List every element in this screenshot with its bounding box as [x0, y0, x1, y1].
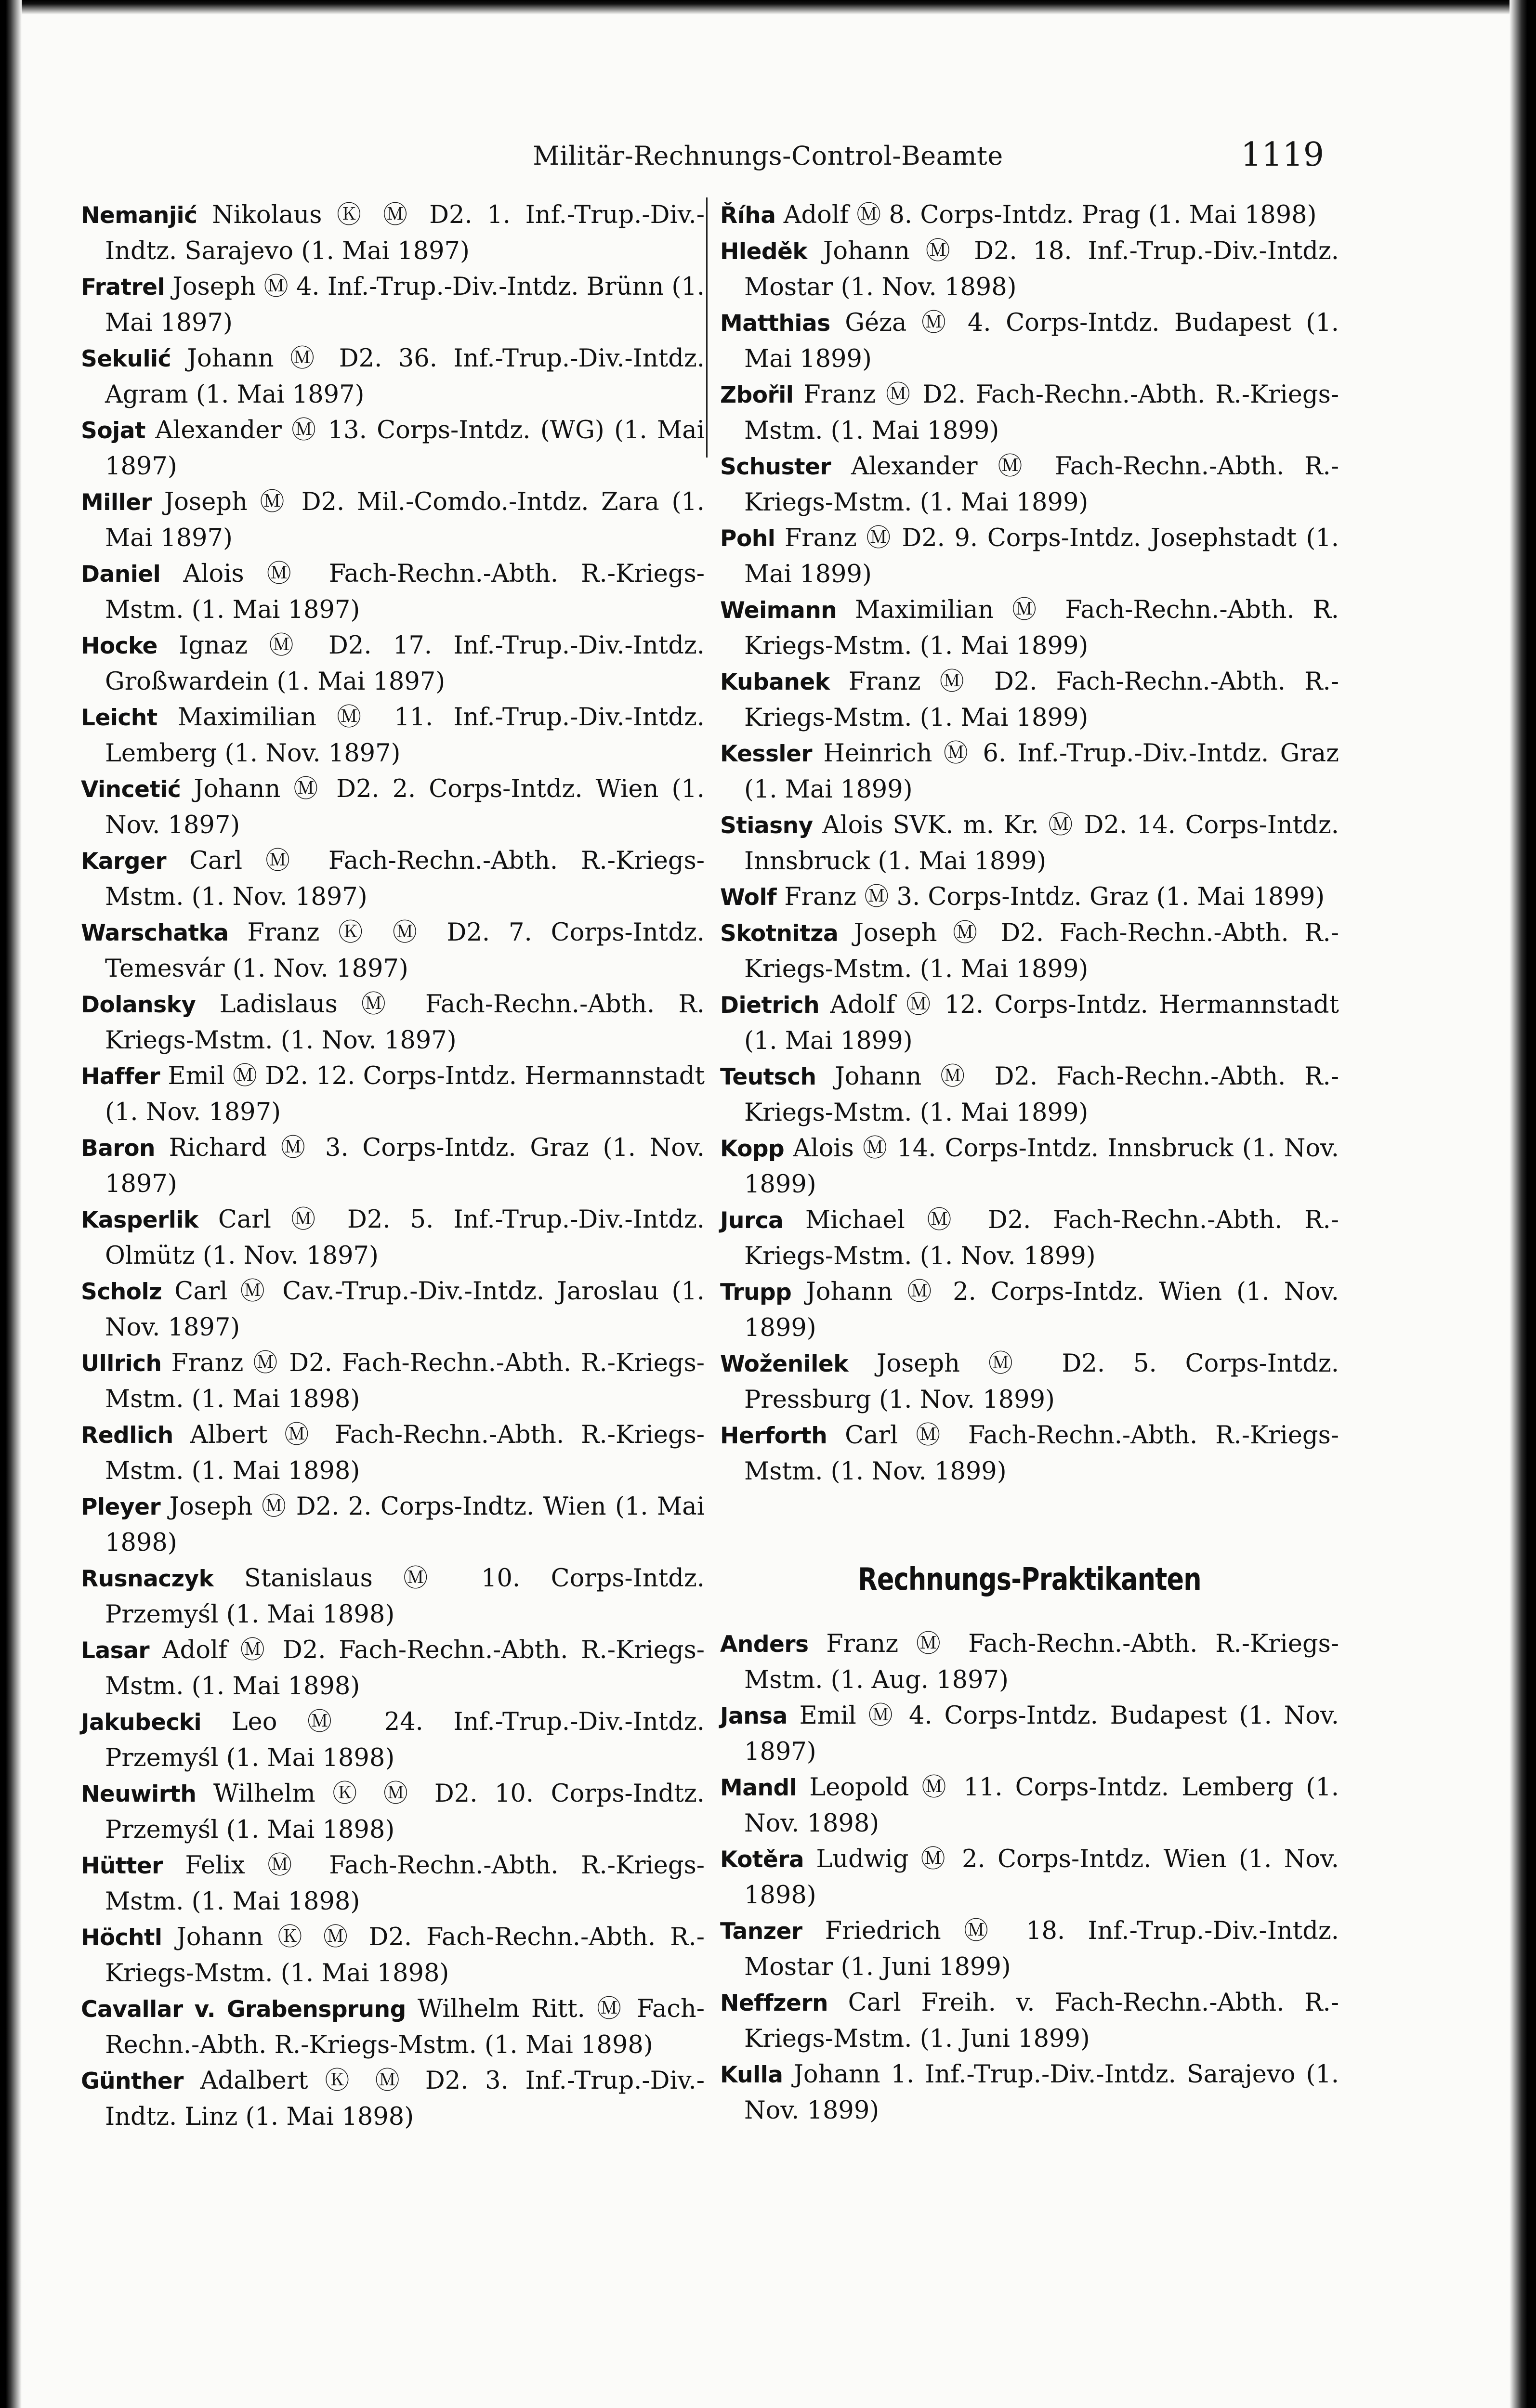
entry-surname: Höchtl	[81, 1924, 162, 1951]
list-item	[81, 772, 705, 843]
list-item	[720, 1059, 1339, 1131]
entry-details: Franz Ⓜ D2. 9. Corps-Intdz. Josephstadt (1. Mai 1899)	[744, 524, 1339, 589]
list-item	[720, 1913, 1339, 1985]
entry-surname: Stiasny	[720, 812, 813, 839]
entry-details: Johann Ⓜ D2. Fach-Rechn.-Abth. R.-Kriegs-Mstm. (1. Mai 1899)	[744, 1062, 1339, 1127]
list-item	[81, 843, 705, 915]
entry-details: Joseph Ⓜ D2. Mil.-Comdo.-Intdz. Zara (1. Mai 1897)	[105, 488, 705, 552]
entry-surname: Matthias	[720, 310, 830, 337]
entry-surname: Karger	[81, 848, 167, 875]
entry-surname: Leicht	[81, 705, 158, 731]
entry-details: Johann Ⓜ 2. Corps-Intdz. Wien (1. Nov. 1899)	[744, 1278, 1339, 1342]
entry-surname: Hocke	[81, 633, 158, 659]
entry-surname: Kulla	[720, 2062, 783, 2088]
entry-details: Johann Ⓜ D2. 2. Corps-Intdz. Wien (1. Nov. 1897)	[105, 775, 705, 839]
entry-surname: Haffer	[81, 1063, 160, 1090]
list-item	[81, 341, 705, 413]
entry-surname: Redlich	[81, 1422, 173, 1449]
entry-surname: Neuwirth	[81, 1781, 197, 1807]
entry-details: Géza Ⓜ 4. Corps-Intdz. Budapest (1. Mai 1899)	[744, 309, 1339, 373]
list-item	[720, 1418, 1339, 1490]
entry-details: Johann 1. Inf.-Trup.-Div.-Intdz. Sarajevo (1. Nov. 1899)	[744, 2060, 1339, 2125]
entry-details: Adolf Ⓜ 8. Corps-Intdz. Prag (1. Mai 1898)	[775, 201, 1317, 229]
entry-surname: Dietrich	[720, 992, 820, 1019]
scan-left-edge	[0, 0, 22, 2408]
list-item	[81, 987, 705, 1059]
scan-right-edge	[1510, 0, 1536, 2408]
entry-surname: Scholz	[81, 1279, 162, 1305]
entry-surname: Tanzer	[720, 1918, 802, 1945]
scan-top-edge	[0, 0, 1536, 14]
running-head	[0, 136, 1536, 179]
entry-surname: Miller	[81, 489, 152, 516]
entry-details: Franz Ⓜ Fach-Rechn.-Abth. R.-Kriegs-Mstm. (1. Aug. 1897)	[744, 1630, 1339, 1694]
list-item	[81, 1776, 705, 1848]
entry-surname: Hleděk	[720, 238, 808, 265]
entry-details: Joseph Ⓜ 4. Inf.-Trup.-Div.-Intdz. Brünn (1. Mai 1897)	[105, 273, 705, 337]
list-item	[720, 1131, 1339, 1203]
list-item	[720, 987, 1339, 1059]
entry-details: Alois Ⓜ Fach-Rechn.-Abth. R.-Kriegs-Mstm. (1. Mai 1897)	[105, 560, 705, 624]
entry-details: Carl Ⓜ D2. 5. Inf.-Trup.-Div.-Intdz. Olmütz (1. Nov. 1897)	[105, 1205, 705, 1270]
entry-surname: Pohl	[720, 525, 775, 552]
entry-details: Adolf Ⓜ D2. Fach-Rechn.-Abth. R.-Kriegs-Mstm. (1. Mai 1898)	[105, 1636, 705, 1701]
entry-details: Wilhelm Ritt. Ⓜ Fach-Rechn.-Abth. R.-Kriegs-Mstm. (1. Mai 1898)	[105, 1995, 705, 2059]
list-item	[720, 808, 1339, 879]
page-number: 1119	[1240, 136, 1324, 174]
entry-details: Heinrich Ⓜ 6. Inf.-Trup.-Div.-Intdz. Graz (1. Mai 1899)	[744, 739, 1339, 804]
entry-details: Stanislaus Ⓜ 10. Corps-Intdz. Przemyśl (1. Mai 1898)	[105, 1564, 705, 1629]
list-item	[720, 377, 1339, 449]
entry-surname: Jansa	[720, 1703, 788, 1729]
entry-surname: Nemanjić	[81, 202, 197, 229]
list-item	[720, 592, 1339, 664]
entry-details: Franz Ⓜ D2. Fach-Rechn.-Abth. R.-Kriegs-Mstm. (1. Mai 1899)	[744, 667, 1339, 732]
entry-surname: Skotnitza	[720, 920, 839, 947]
list-item	[720, 1770, 1339, 1842]
list-item	[81, 1346, 705, 1417]
list-item	[81, 1274, 705, 1346]
entry-details: Alexander Ⓜ Fach-Rechn.-Abth. R.-Kriegs-Mstm. (1. Mai 1899)	[744, 452, 1339, 517]
list-item	[81, 1130, 705, 1202]
section-entries	[720, 1626, 1339, 2129]
entry-details: Albert Ⓜ Fach-Rechn.-Abth. R.-Kriegs-Mstm. (1. Mai 1898)	[105, 1421, 705, 1485]
entry-details: Friedrich Ⓜ 18. Inf.-Trup.-Div.-Intdz. Mostar (1. Juni 1899)	[744, 1917, 1339, 1981]
entry-surname: Kopp	[720, 1136, 785, 1162]
entry-details: Michael Ⓜ D2. Fach-Rechn.-Abth. R.-Kriegs-Mstm. (1. Nov. 1899)	[744, 1206, 1339, 1270]
entry-surname: Říha	[720, 202, 776, 229]
entry-surname: Anders	[720, 1631, 809, 1658]
entry-details: Emil Ⓜ D2. 12. Corps-Intdz. Hermannstadt (1. Nov. 1897)	[105, 1062, 705, 1126]
list-item	[720, 664, 1339, 736]
list-item	[81, 484, 705, 556]
entry-surname: Neffzern	[720, 1990, 828, 2016]
entry-details: Ladislaus Ⓜ Fach-Rechn.-Abth. R. Kriegs-Mstm. (1. Nov. 1897)	[105, 990, 705, 1055]
entry-surname: Sekulić	[81, 346, 171, 372]
left-column	[81, 197, 705, 2135]
entry-details: Franz Ⓚ Ⓜ D2. 7. Corps-Intdz. Temesvár (1. Nov. 1897)	[105, 918, 705, 983]
list-item	[720, 1842, 1339, 1913]
list-item	[81, 1059, 705, 1130]
entry-surname: Jurca	[720, 1207, 784, 1234]
list-item	[720, 1346, 1339, 1418]
entry-details: Alois Ⓜ 14. Corps-Intdz. Innsbruck (1. Nov. 1899)	[744, 1134, 1339, 1199]
entry-details: Leopold Ⓜ 11. Corps-Intdz. Lemberg (1. Nov. 1898)	[744, 1773, 1339, 1838]
list-item	[81, 197, 705, 269]
entry-surname: Jakubecki	[81, 1709, 202, 1736]
entry-surname: Sojat	[81, 418, 145, 444]
entry-details: Felix Ⓜ Fach-Rechn.-Abth. R.-Kriegs-Mstm. (1. Mai 1898)	[105, 1851, 705, 1916]
list-item	[720, 234, 1339, 305]
entry-surname: Cavallar v. Grabensprung	[81, 1996, 406, 2023]
entry-surname: Ullrich	[81, 1350, 162, 1377]
list-item	[81, 1848, 705, 1920]
entry-details: Carl Ⓜ Cav.-Trup.-Div.-Intdz. Jaroslau (1. Nov. 1897)	[105, 1277, 705, 1342]
entry-details: Joseph Ⓜ D2. Fach-Rechn.-Abth. R.-Kriegs-Mstm. (1. Mai 1899)	[744, 919, 1339, 983]
entry-surname: Kotěra	[720, 1846, 804, 1873]
entry-surname: Woženilek	[720, 1351, 849, 1377]
entry-details: Joseph Ⓜ D2. 2. Corps-Indtz. Wien (1. Mai 1898)	[105, 1492, 705, 1557]
list-item	[720, 1698, 1339, 1770]
section-heading: Rechnungs-Praktikanten	[858, 1562, 1201, 1597]
entry-details: Alexander Ⓜ 13. Corps-Intdz. (WG) (1. Mai 1897)	[105, 416, 705, 481]
list-item	[81, 700, 705, 772]
entry-surname: Kasperlik	[81, 1207, 198, 1233]
list-item	[720, 1274, 1339, 1346]
entry-details: Franz Ⓜ 3. Corps-Intdz. Graz (1. Mai 1899)	[776, 883, 1325, 911]
list-item	[720, 521, 1339, 592]
entry-details: Carl Ⓜ Fach-Rechn.-Abth. R.-Kriegs-Mstm. (1. Nov. 1899)	[744, 1421, 1339, 1486]
entry-surname: Herforth	[720, 1423, 827, 1449]
list-item	[81, 413, 705, 484]
list-item	[81, 1704, 705, 1776]
list-item	[720, 197, 1339, 234]
list-item	[81, 2063, 705, 2135]
list-item	[81, 1633, 705, 1704]
entry-surname: Weimann	[720, 597, 837, 624]
entry-surname: Dolansky	[81, 992, 196, 1018]
list-item	[81, 915, 705, 987]
entry-details: Johann Ⓚ Ⓜ D2. Fach-Rechn.-Abth. R.-Kriegs-Mstm. (1. Mai 1898)	[105, 1923, 705, 1988]
list-item	[720, 736, 1339, 808]
entry-surname: Daniel	[81, 561, 161, 588]
entry-details: Adolf Ⓜ 12. Corps-Intdz. Hermannstadt (1. Mai 1899)	[744, 991, 1339, 1055]
list-item	[81, 628, 705, 700]
entry-details: Johann Ⓜ D2. 18. Inf.-Trup.-Div.-Intdz. Mostar (1. Nov. 1898)	[744, 237, 1339, 301]
list-item	[720, 916, 1339, 987]
list-item	[720, 1203, 1339, 1274]
entry-surname: Zbořil	[720, 382, 794, 408]
entry-surname: Pleyer	[81, 1494, 161, 1520]
entry-details: Wilhelm Ⓚ Ⓜ D2. 10. Corps-Indtz. Przemyśl (1. Mai 1898)	[105, 1780, 705, 1844]
entry-details: Ludwig Ⓜ 2. Corps-Intdz. Wien (1. Nov. 1898)	[744, 1845, 1339, 1910]
entry-details: Adalbert Ⓚ Ⓜ D2. 3. Inf.-Trup.-Div.-Indtz. Linz (1. Mai 1898)	[105, 2067, 705, 2131]
list-item	[81, 1417, 705, 1489]
entry-surname: Warschatka	[81, 920, 229, 946]
entry-surname: Mandl	[720, 1775, 797, 1801]
list-item	[720, 449, 1339, 521]
entry-surname: Wolf	[720, 884, 777, 911]
entry-surname: Vincetić	[81, 776, 181, 803]
list-item	[720, 1985, 1339, 2057]
list-item	[81, 556, 705, 628]
list-item	[720, 305, 1339, 377]
entry-details: Emil Ⓜ 4. Corps-Intdz. Budapest (1. Nov. 1897)	[744, 1701, 1339, 1766]
entry-surname: Rusnaczyk	[81, 1566, 214, 1592]
entry-details: Maximilian Ⓜ 11. Inf.-Trup.-Div.-Intdz. Lemberg (1. Nov. 1897)	[105, 703, 705, 768]
entry-surname: Teutsch	[720, 1064, 816, 1090]
entry-details: Franz Ⓜ D2. Fach-Rechn.-Abth. R.-Kriegs-Mstm. (1. Mai 1898)	[105, 1349, 705, 1413]
list-item	[81, 1489, 705, 1561]
list-item	[81, 1991, 705, 2063]
entry-details: Carl Ⓜ Fach-Rechn.-Abth. R.-Kriegs-Mstm. (1. Nov. 1897)	[105, 847, 705, 911]
entry-details: Carl Freih. v. Fach-Rechn.-Abth. R.-Kriegs-Mstm. (1. Juni 1899)	[744, 1989, 1339, 2053]
list-item	[81, 1920, 705, 1991]
list-item	[720, 2057, 1339, 2129]
entry-details: Leo Ⓜ 24. Inf.-Trup.-Div.-Intdz. Przemyśl (1. Mai 1898)	[105, 1708, 705, 1772]
column-divider	[706, 197, 708, 458]
entry-surname: Baron	[81, 1135, 155, 1162]
entry-surname: Trupp	[720, 1279, 792, 1306]
entry-details: Alois SVK. m. Kr. Ⓜ D2. 14. Corps-Intdz. Innsbruck (1. Mai 1899)	[744, 811, 1339, 876]
list-item	[81, 1202, 705, 1274]
list-item	[81, 1561, 705, 1633]
entry-surname: Hütter	[81, 1853, 163, 1879]
list-item	[81, 269, 705, 341]
entry-details: Richard Ⓜ 3. Corps-Intdz. Graz (1. Nov. 1897)	[105, 1134, 705, 1198]
entry-details: Franz Ⓜ D2. Fach-Rechn.-Abth. R.-Kriegs-Mstm. (1. Mai 1899)	[744, 380, 1339, 445]
list-item	[720, 1626, 1339, 1698]
entry-details: Maximilian Ⓜ Fach-Rechn.-Abth. R. Kriegs-Mstm. (1. Mai 1899)	[744, 596, 1339, 660]
entry-details: Ignaz Ⓜ D2. 17. Inf.-Trup.-Div.-Intdz. Großwardein (1. Mai 1897)	[105, 631, 705, 696]
list-item	[720, 879, 1339, 916]
entry-surname: Kubanek	[720, 669, 830, 695]
entry-details: Joseph Ⓜ D2. 5. Corps-Intdz. Pressburg (1. Nov. 1899)	[744, 1349, 1339, 1414]
running-title: Militär-Rechnungs-Control-Beamte	[533, 141, 1003, 171]
entry-surname: Schuster	[720, 454, 831, 480]
entry-surname: Lasar	[81, 1637, 150, 1664]
entry-details: Nikolaus Ⓚ Ⓜ D2. 1. Inf.-Trup.-Div.-Indtz. Sarajevo (1. Mai 1897)	[105, 201, 705, 265]
entry-surname: Günther	[81, 2068, 184, 2094]
right-column	[720, 197, 1339, 2129]
entry-details: Johann Ⓜ D2. 36. Inf.-Trup.-Div.-Intdz. Agram (1. Mai 1897)	[105, 344, 705, 409]
entry-surname: Kessler	[720, 741, 813, 767]
right-column-entries	[720, 197, 1339, 1490]
entry-surname: Fratrel	[81, 274, 165, 301]
